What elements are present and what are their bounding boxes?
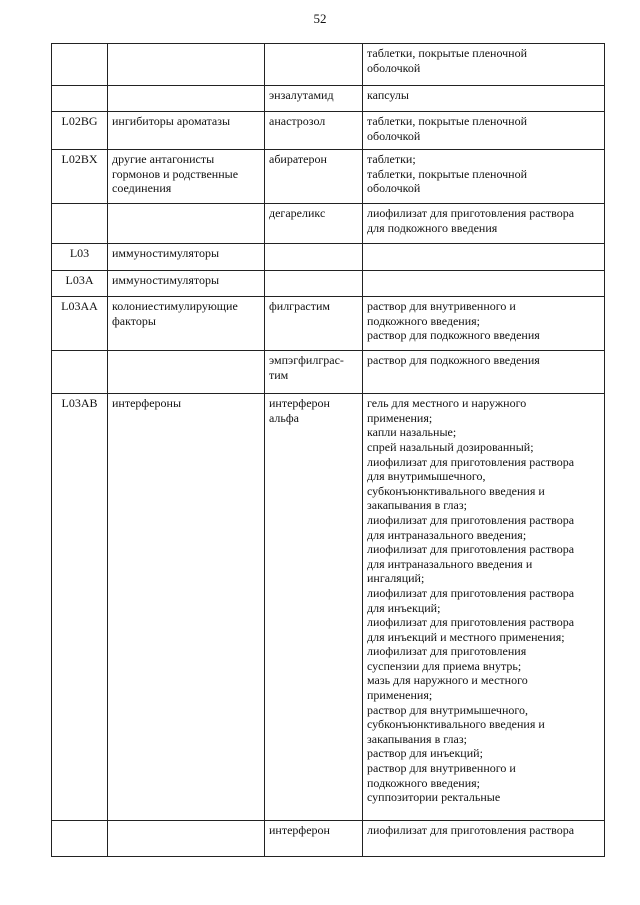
cell-text-line: применения;: [367, 410, 433, 425]
cell-text-line: таблетки, покрытые пленочной: [367, 46, 528, 60]
atc-code-cell: [52, 821, 108, 857]
cell-text-line: спрей назальный дозированный;: [367, 439, 534, 454]
cell-text-line: для подкожного введения: [367, 220, 498, 235]
cell-text-line: для инъекций;: [367, 600, 441, 615]
table-row: [52, 297, 605, 351]
dosage-forms-cell: [363, 244, 605, 271]
cell-text-line: закапывания в глаз;: [367, 498, 467, 513]
substance-cell: [265, 112, 363, 150]
cell-text-line: капсулы: [367, 88, 409, 102]
table-body: [52, 44, 605, 857]
cell-text-line: гормонов и родственные: [112, 166, 239, 181]
table-row: [52, 271, 605, 297]
dosage-forms-cell: [363, 297, 605, 351]
atc-code-cell: [52, 150, 108, 204]
cell-text: L03A: [65, 273, 94, 288]
cell-text-line: подкожного введения;: [367, 313, 480, 328]
cell-text-line: факторы: [112, 313, 156, 328]
substance-cell: [265, 44, 363, 86]
cell-text-line: суспензии для приема внутрь;: [367, 658, 522, 673]
cell-text-line: суппозитории ректальные: [367, 790, 501, 805]
cell-text-line: раствор для инъекций;: [367, 746, 483, 761]
dosage-forms-cell: [363, 86, 605, 112]
cell-text-line: оболочкой: [367, 60, 421, 75]
group-name-cell: [108, 112, 265, 150]
cell-text: L03: [69, 246, 90, 261]
cell-text-line: раствор для внутривенного и: [367, 299, 516, 314]
cell-text-line: капли назальные;: [367, 425, 457, 440]
group-name-cell: [108, 150, 265, 204]
cell-text-line: мазь для наружного и местного: [367, 673, 528, 688]
cell-text: L02BG: [61, 114, 98, 128]
cell-text-line: лиофилизат для приготовления раствора: [367, 542, 575, 557]
cell-text-line: раствор для внутримышечного,: [367, 702, 528, 717]
cell-text-line: ингаляций;: [367, 571, 425, 586]
cell-text-line: оболочкой: [367, 181, 421, 196]
dosage-forms-cell: [363, 351, 605, 394]
cell-text-line: лиофилизат для приготовления раствора: [367, 585, 575, 600]
dosage-forms-cell: [363, 271, 605, 297]
cell-text-line: субконъюнктивального введения и: [367, 483, 545, 498]
cell-text-line: подкожного введения;: [367, 775, 480, 790]
substance-cell: [265, 244, 363, 271]
dosage-forms-cell: [363, 112, 605, 150]
table-row: [52, 244, 605, 271]
substance-cell: [265, 150, 363, 204]
cell-text-line: раствор для подкожного введения: [367, 353, 540, 368]
group-name-cell: [108, 44, 265, 86]
drug-table: [51, 43, 605, 857]
atc-code-cell: [52, 271, 108, 297]
group-name-cell: [108, 244, 265, 271]
atc-code-cell: [52, 86, 108, 112]
cell-text-line: для инъекций и местного применения;: [367, 629, 565, 644]
cell-text-line: таблетки;: [367, 152, 416, 167]
atc-code-cell: [52, 394, 108, 821]
table-row: [52, 150, 605, 204]
cell-text-line: филграстим: [269, 299, 331, 314]
cell-text: L03AA: [61, 299, 98, 314]
cell-text-line: дегареликс: [269, 206, 326, 221]
cell-text-line: другие антагонисты: [112, 152, 215, 167]
cell-text-line: для внутримышечного,: [367, 469, 486, 484]
cell-text-line: лиофилизат для приготовления: [367, 644, 527, 659]
substance-cell: [265, 271, 363, 297]
dosage-forms-cell: [363, 821, 605, 857]
dosage-forms-cell: [363, 150, 605, 204]
cell-text-line: анастрозол: [269, 114, 326, 128]
cell-text-line: закапывания в глаз;: [367, 731, 467, 746]
cell-text-line: раствор для подкожного введения: [367, 328, 540, 343]
cell-text-line: раствор для внутривенного и: [367, 761, 516, 776]
atc-code-cell: [52, 244, 108, 271]
cell-text-line: эмпэгфилграс-: [269, 353, 344, 368]
dosage-forms-cell: [363, 394, 605, 821]
cell-text-line: оболочкой: [367, 128, 421, 143]
cell-text-line: абиратерон: [269, 152, 327, 167]
group-name-cell: [108, 297, 265, 351]
cell-text-line: применения;: [367, 688, 433, 703]
cell-text-line: тим: [269, 367, 289, 382]
cell-text-line: лиофилизат для приготовления раствора: [367, 512, 575, 527]
table-row: [52, 112, 605, 150]
cell-text-line: интерфероны: [112, 396, 181, 411]
cell-text-line: лиофилизат для приготовления раствора: [367, 823, 575, 838]
group-name-cell: [108, 351, 265, 394]
cell-text: L02BX: [61, 152, 98, 167]
group-name-cell: [108, 86, 265, 112]
cell-text-line: таблетки, покрытые пленочной: [367, 114, 528, 128]
table-row: [52, 86, 605, 112]
table-row: [52, 204, 605, 244]
group-name-cell: [108, 821, 265, 857]
dosage-forms-cell: [363, 204, 605, 244]
cell-text-line: энзалутамид: [269, 88, 334, 102]
atc-code-cell: [52, 297, 108, 351]
cell-text-line: интерферон: [269, 823, 330, 838]
cell-text-line: ингибиторы ароматазы: [112, 114, 231, 128]
cell-text-line: таблетки, покрытые пленочной: [367, 166, 528, 181]
table-row: [52, 394, 605, 821]
substance-cell: [265, 204, 363, 244]
cell-text-line: для интраназального введения;: [367, 527, 527, 542]
group-name-cell: [108, 204, 265, 244]
cell-text-line: лиофилизат для приготовления раствора: [367, 615, 575, 630]
cell-text-line: для интраназального введения и: [367, 556, 533, 571]
table-row: [52, 44, 605, 86]
cell-text: L03AB: [61, 396, 98, 411]
substance-cell: [265, 86, 363, 112]
substance-cell: [265, 394, 363, 821]
cell-text-line: лиофилизат для приготовления раствора: [367, 206, 575, 221]
atc-code-cell: [52, 44, 108, 86]
substance-cell: [265, 821, 363, 857]
cell-text-line: иммуностимуляторы: [112, 273, 220, 288]
cell-text-line: альфа: [269, 410, 299, 425]
cell-text-line: иммуностимуляторы: [112, 246, 220, 261]
dosage-forms-cell: [363, 44, 605, 86]
substance-cell: [265, 351, 363, 394]
cell-text-line: лиофилизат для приготовления раствора: [367, 454, 575, 469]
table-row: [52, 821, 605, 857]
atc-code-cell: [52, 112, 108, 150]
cell-text-line: интерферон: [269, 396, 330, 411]
atc-code-cell: [52, 351, 108, 394]
cell-text-line: гель для местного и наружного: [367, 396, 527, 411]
table-row: [52, 351, 605, 394]
atc-code-cell: [52, 204, 108, 244]
cell-text-line: субконъюнктивального введения и: [367, 717, 545, 732]
substance-cell: [265, 297, 363, 351]
group-name-cell: [108, 271, 265, 297]
cell-text-line: колониестимулирующие: [112, 299, 238, 314]
cell-text-line: соединения: [112, 181, 172, 196]
page-number: 52: [313, 11, 327, 26]
group-name-cell: [108, 394, 265, 821]
